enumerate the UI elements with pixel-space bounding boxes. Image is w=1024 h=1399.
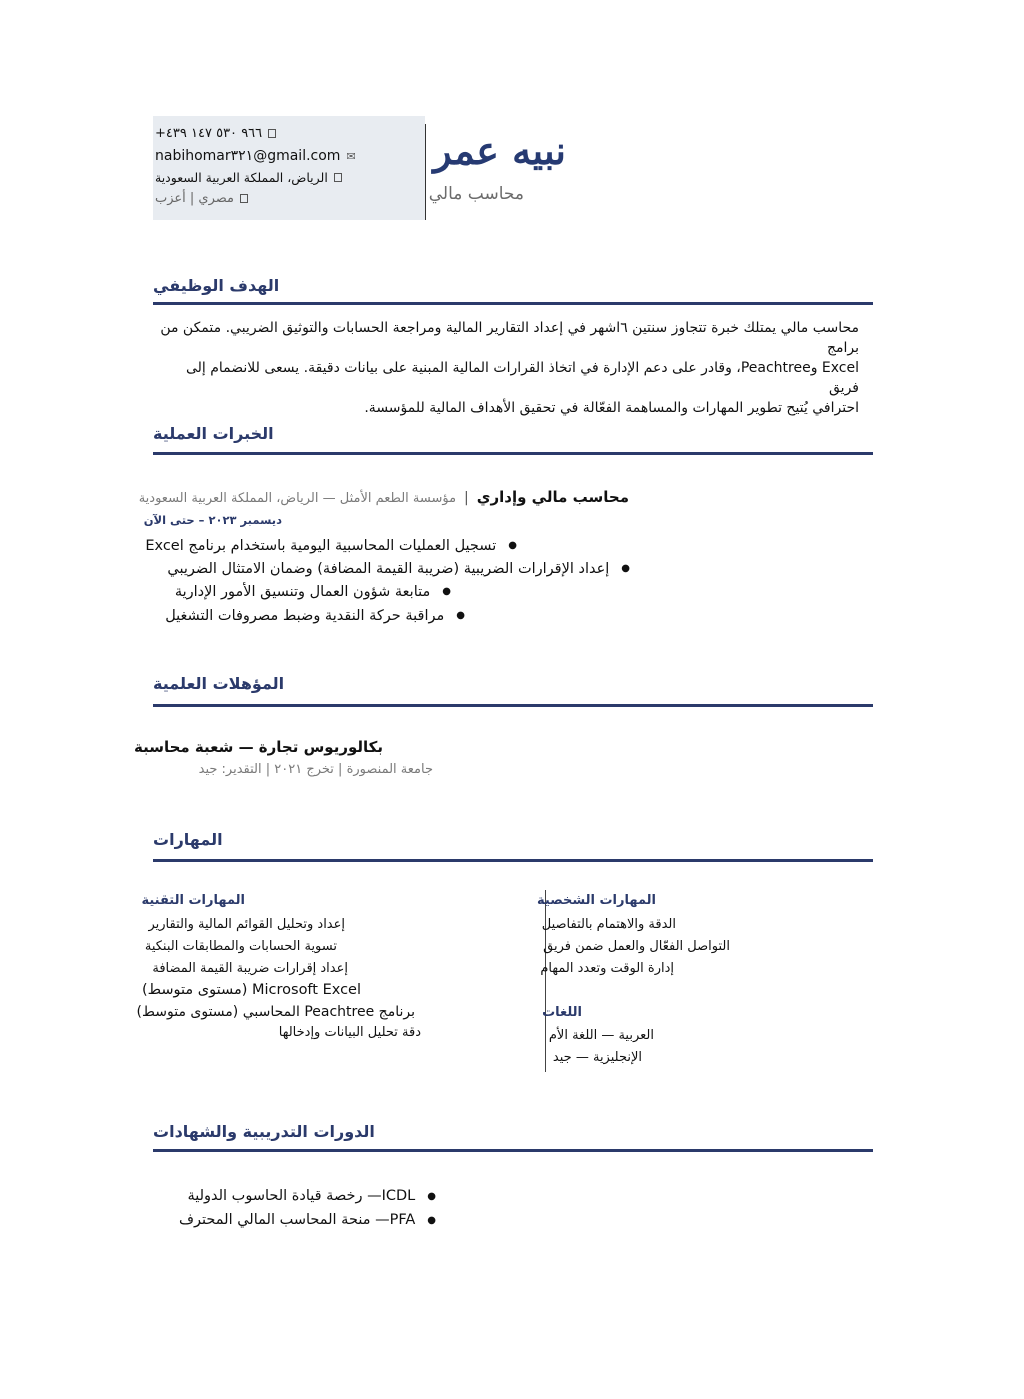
list-item: العربية — اللغة الأم xyxy=(548,1028,654,1043)
technical-skills-title: المهارات التقنية xyxy=(141,893,245,908)
objective-line: Excel وPeachtree، وقادر على دعم الإدارة في اتخاذ القرارات المالية المبنية على بيانات دقيقة. يسعى للانضمام إلى فريق xyxy=(185,360,859,396)
list-item: ● PFA— منحة المحاسب المالي المحترف xyxy=(179,1212,436,1228)
courses-list xyxy=(187,1184,436,1208)
candidate-title: محاسب مالي xyxy=(428,184,524,204)
section-title-experience: الخبرات العملية xyxy=(153,424,274,443)
list-item: الإنجليزية — جيد xyxy=(552,1050,642,1065)
list-item: تسوية الحسابات والمطابقات البنكية xyxy=(144,939,337,954)
job-company: مؤسسة الطعم الأمثل — الرياض، المملكة العربية السعودية xyxy=(138,491,457,506)
degree: بكالوريوس تجارة — شعبة محاسبة xyxy=(134,738,383,756)
contact-location: الرياض، المملكة العربية السعودية xyxy=(155,170,342,185)
degree-details: جامعة المنصورة | تخرج ٢٠٢١ | التقدير: جيد xyxy=(198,762,433,777)
list-item: دقة تحليل البيانات وإدخالها xyxy=(278,1025,421,1040)
section-rule xyxy=(153,1149,873,1152)
list-item: برنامج Peachtree المحاسبي (مستوى متوسط) xyxy=(136,1004,415,1020)
section-rule xyxy=(153,452,873,455)
bullet-icon: ● xyxy=(508,540,517,551)
section-title-education: المؤهلات العلمية xyxy=(153,674,285,693)
bullet-icon: ● xyxy=(456,610,465,621)
section-title-courses: الدورات التدريبية والشهادات xyxy=(153,1122,375,1141)
list-item: ● مراقبة حركة النقدية وضبط مصروفات التشغيل xyxy=(165,607,465,624)
section-title-skills: المهارات xyxy=(153,830,223,849)
list-item: التواصل الفعّال والعمل ضمن فريق xyxy=(543,939,730,954)
contact-phone: +٩٦٦ ٥٣٠ ١٤٧ ٤٣٩ xyxy=(155,126,276,141)
list-item: ● إعداد الإقرارات الضريبية (ضريبة القيمة المضافة) وضمان الامتثال الضريبي xyxy=(167,560,630,577)
job-bullets xyxy=(145,534,517,557)
bullet-icon: ● xyxy=(442,586,451,597)
objective-line: احترافي يُتيح تطوير المهارات والمساهمة الفعّالة في تحقيق الأهداف المالية للمؤسسة. xyxy=(364,400,859,416)
phone-icon xyxy=(268,129,276,138)
list-item: ● ICDL— رخصة قيادة الحاسوب الدولية xyxy=(187,1188,436,1204)
section-rule xyxy=(153,302,873,305)
section-rule xyxy=(153,704,873,707)
job-bullets xyxy=(175,580,451,603)
bullet-icon: ● xyxy=(621,563,630,574)
candidate-name: نبيه عمر xyxy=(433,128,566,173)
person-icon xyxy=(240,194,248,203)
list-item: إعداد وتحليل القوائم المالية والتقارير xyxy=(148,917,345,932)
list-item: ● تسجيل العمليات المحاسبية اليومية باستخدام برنامج Excel xyxy=(145,537,517,554)
job-role: محاسب مالي وإداري xyxy=(476,488,629,506)
list-item: إدارة الوقت وتعدد المهام xyxy=(540,961,674,976)
section-rule xyxy=(153,859,873,862)
list-item: ● متابعة شؤون العمال وتنسيق الأمور الإدارية xyxy=(174,583,451,600)
bullet-icon: ● xyxy=(427,1214,436,1226)
job-bullets xyxy=(165,604,465,627)
objective-line: محاسب مالي يمتلك خبرة تتجاوز سنتين ٦اشهر في إعداد التقارير المالية ومراجعة الحسابات والتوثيق الضريبي. متمكن من برامج xyxy=(160,320,859,356)
courses-list xyxy=(179,1208,436,1232)
job-bullets xyxy=(167,557,630,580)
job-header xyxy=(139,488,629,506)
header-divider xyxy=(425,124,426,220)
list-item: إعداد إقرارات ضريبة القيمة المضافة xyxy=(152,961,348,976)
languages-title: اللغات xyxy=(542,1005,582,1020)
location-icon xyxy=(334,173,342,182)
job-dates: ديسمبر ٢٠٢٣ – حتى الآن xyxy=(143,513,282,527)
contact-box xyxy=(153,116,425,220)
contact-status: مصري | أعزب xyxy=(155,191,248,206)
section-title-objective: الهدف الوظيفي xyxy=(153,276,280,295)
objective-text xyxy=(153,318,859,418)
contact-email[interactable]: nabihomar٣٢١@gmail.com ✉ xyxy=(155,148,356,164)
personal-skills-title: المهارات الشخصية xyxy=(537,893,656,908)
list-item: الدقة والاهتمام بالتفاصيل xyxy=(541,917,676,932)
list-item: Microsoft Excel (مستوى متوسط) xyxy=(141,982,361,998)
mail-icon: ✉ xyxy=(346,149,356,163)
bullet-icon: ● xyxy=(427,1190,436,1202)
job-separator: | xyxy=(464,490,469,506)
